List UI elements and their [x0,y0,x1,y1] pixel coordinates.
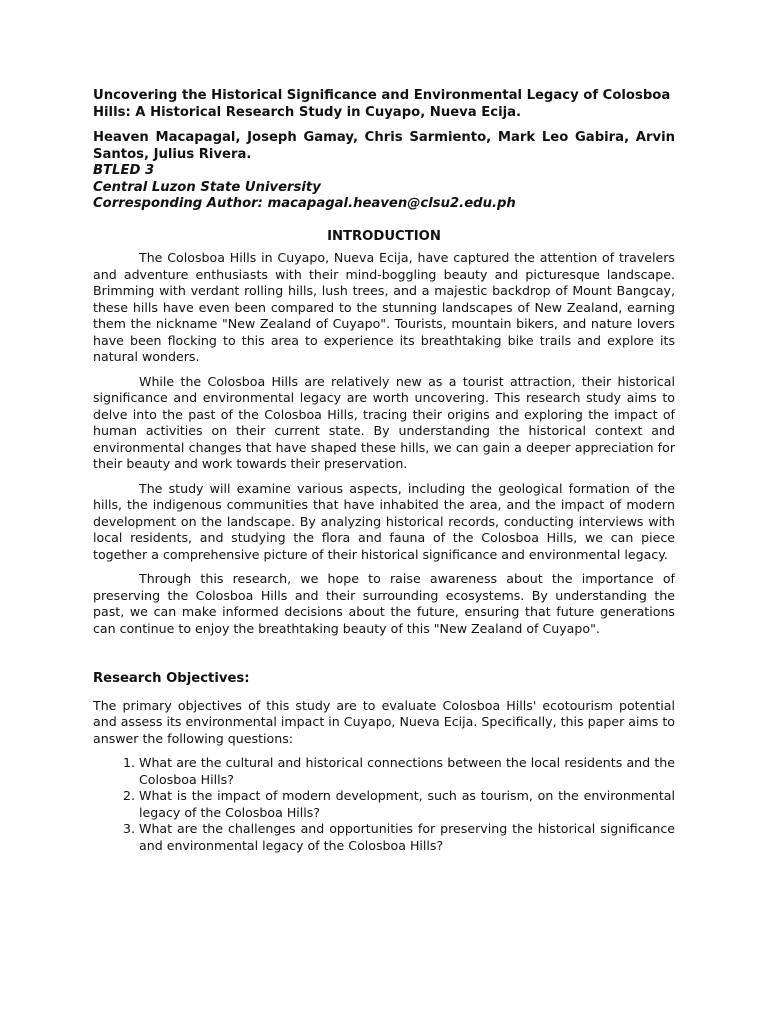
paper-title: Uncovering the Historical Significance and Environmental Legacy of Colosboa Hills: A Historical Research Study in Cuyapo, Nueva Ecija. [93,88,671,120]
corresponding-author: Corresponding Author: macapagal.heaven@clsu2.edu.ph [93,196,516,211]
intro-paragraph-4: Through this research, we hope to raise awareness about the importance of preserving the Colosboa Hills and their surrounding ecosystems. By understanding the past, we can make informed decisions about the future, ensuring that future generations can continue to enjoy the breathtaking beauty of this "New Zealand of Cuyapo". [93,571,675,636]
institution-label: Central Luzon State University [93,179,321,195]
objectives-intro: The primary objectives of this study are to evaluate Colosboa Hills' ecotourism potential and assess its environmental impact in Cuyapo, Nueva Ecija. Specifically, this paper aims to answer the following questions: [93,697,675,746]
research-question: 3. What are the challenges and opportunities for preserving the historical significance and environmental legacy of the Colosboa Hills? [139,821,675,854]
paper-page [93,88,675,854]
introduction-heading: INTRODUCTION [327,228,441,244]
research-questions-list [93,755,675,854]
intro-paragraph-2: While the Colosboa Hills are relatively new as a tourist attraction, their historical significance and environmental legacy are worth uncovering. This research study aims to delve into the past of the Colosboa Hills, tracing their origins and exploring the impact of human activities on their current state. By understanding the historical context and environmental changes that have shaped these hills, we can gain a deeper appreciation for their beauty and work towards their preservation. [93,373,675,471]
intro-paragraph-3: The study will examine various aspects, including the geological formation of the hills, the indigenous communities that have inhabited the area, and the impact of modern development on the landscape. By analyzing historical records, conducting interviews with local residents, and studying the flora and fauna of the Colosboa Hills, we can piece together a comprehensive picture of their historical significance and environmental legacy. [93,480,675,562]
objectives-heading: Research Objectives: [93,671,250,686]
author-list: Heaven Macapagal, Joseph Gamay, Chris Sarmiento, Mark Leo Gabira, Arvin Santos, Julius Rivera. [93,130,675,162]
research-question: 2. What is the impact of modern development, such as tourism, on the environmental legacy of the Colosboa Hills? [139,788,675,821]
research-question: 1. What are the cultural and historical connections between the local residents and the Colosboa Hills? [139,755,675,788]
course-label: BTLED 3 [93,163,155,178]
intro-paragraph-1: The Colosboa Hills in Cuyapo, Nueva Ecija, have captured the attention of travelers and adventure enthusiasts with their mind-boggling beauty and picturesque landscape. Brimming with verdant rolling hills, lush trees, and a majestic backdrop of Mount Bangcay, these hills have even been compared to the stunning landscapes of New Zealand, earning them the nickname "New Zealand of Cuyapo". Tourists, mountain bikers, and nature lovers have been flocking to this area to experience its breathtaking bike trails and explore its natural wonders. [93,250,675,364]
